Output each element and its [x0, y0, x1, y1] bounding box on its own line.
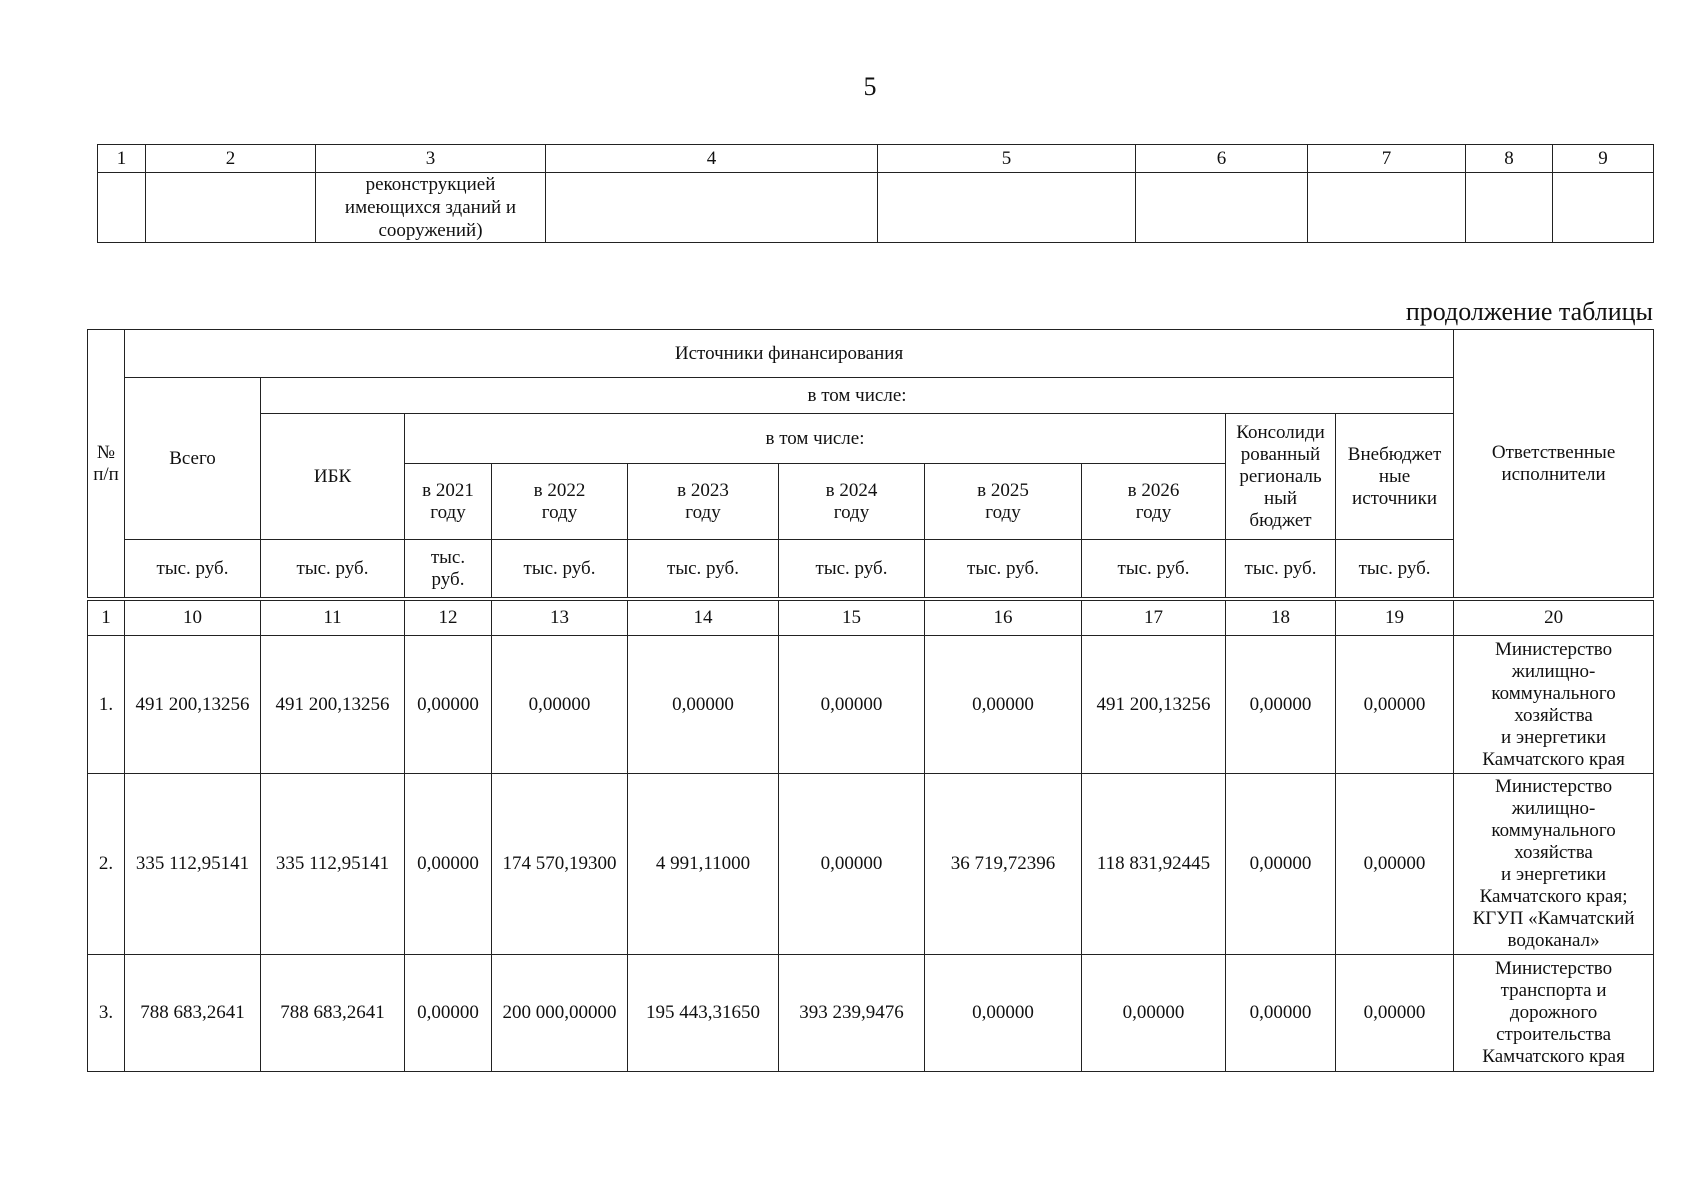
year-2025-header: в 2025 году [925, 464, 1082, 540]
value-cell: 0,00000 [1226, 636, 1336, 774]
value-cell: 36 719,72396 [925, 774, 1082, 955]
header-line: источники [1352, 487, 1437, 509]
row-number: 2. [88, 774, 125, 955]
executors-header [1454, 330, 1654, 598]
including-years-header: в том числе: [405, 414, 1226, 464]
header-line: Ответственные [1491, 441, 1616, 463]
column-number: 11 [261, 601, 405, 636]
page-number: 5 [863, 72, 877, 101]
value-cell: 0,00000 [1082, 955, 1226, 1072]
header-line: исполнители [1501, 463, 1606, 485]
unit-label: тыс. руб. [925, 540, 1082, 598]
value-cell: 788 683,2641 [261, 955, 405, 1072]
header-row [88, 378, 1654, 414]
value-cell: 0,00000 [1336, 636, 1454, 774]
header-line: ный [1263, 487, 1298, 509]
column-number: 1 [88, 601, 125, 636]
year-2021-header: в 2021 году [405, 464, 492, 540]
column-number: 20 [1454, 601, 1654, 636]
unit-label: тыс. руб. [405, 540, 492, 598]
unit-label: тыс. руб. [779, 540, 925, 598]
column-number: 6 [1136, 145, 1308, 173]
unit-label: тыс. руб. [261, 540, 405, 598]
column-number: 7 [1308, 145, 1466, 173]
column-number: 8 [1466, 145, 1553, 173]
text-line: сооружений) [378, 220, 483, 241]
extrabudget-header [1336, 414, 1454, 540]
header-line: ные [1378, 465, 1411, 487]
year-2024-header: в 2024 году [779, 464, 925, 540]
total-header: Всего [125, 378, 261, 540]
value-cell: 393 239,9476 [779, 955, 925, 1072]
table-row [88, 955, 1654, 1072]
text-line: имеющихся зданий и [344, 197, 517, 218]
value-cell: 0,00000 [779, 774, 925, 955]
executor-cell: Министерство жилищно- коммунального хозяйства и энергетики Камчатского края; КГУП «Камчатский водоканал» [1454, 774, 1654, 955]
value-cell: 174 570,19300 [492, 774, 628, 955]
financing-table [87, 329, 1654, 1072]
value-cell: 491 200,13256 [261, 636, 405, 774]
financing-sources-header: Источники финансирования [125, 330, 1454, 378]
unit-label: тыс. руб. [1082, 540, 1226, 598]
value-cell: 195 443,31650 [628, 955, 779, 1072]
column-number: 10 [125, 601, 261, 636]
value-cell: 0,00000 [1226, 774, 1336, 955]
year-2022-header: в 2022 году [492, 464, 628, 540]
column-number-row [88, 601, 1654, 636]
header-line: региональ [1239, 465, 1322, 487]
table-row [88, 636, 1654, 774]
value-cell: 0,00000 [1336, 955, 1454, 1072]
value-cell: 0,00000 [779, 636, 925, 774]
year-2026-header: в 2026 году [1082, 464, 1226, 540]
year-2023-header: в 2023 году [628, 464, 779, 540]
value-cell: 4 991,11000 [628, 774, 779, 955]
value-cell: 0,00000 [405, 955, 492, 1072]
unit-label: тыс. руб. [628, 540, 779, 598]
column-number: 18 [1226, 601, 1336, 636]
column-number: 9 [1553, 145, 1654, 173]
header-row [88, 414, 1654, 464]
executor-cell: Министерство жилищно- коммунального хозяйства и энергетики Камчатского края [1454, 636, 1654, 774]
header-line: бюджет [1249, 509, 1312, 531]
value-cell: 0,00000 [1226, 955, 1336, 1072]
including-header: в том числе: [261, 378, 1454, 414]
unit-label: тыс. руб. [1226, 540, 1336, 598]
column-number: 12 [405, 601, 492, 636]
value-cell: 0,00000 [925, 636, 1082, 774]
header-line: Консолиди [1236, 421, 1325, 443]
row-number: 1. [88, 636, 125, 774]
continued-text-cell [316, 173, 546, 243]
value-cell: 118 831,92445 [1082, 774, 1226, 955]
value-cell: 335 112,95141 [261, 774, 405, 955]
row-number-header [88, 330, 125, 598]
header-row [88, 330, 1654, 378]
column-number: 14 [628, 601, 779, 636]
continuation-label: продолжение таблицы [1405, 297, 1653, 326]
value-cell: 0,00000 [405, 774, 492, 955]
value-cell: 0,00000 [1336, 774, 1454, 955]
column-number-row [98, 145, 1654, 173]
header-line: № [96, 441, 116, 463]
value-cell: 0,00000 [492, 636, 628, 774]
value-cell: 491 200,13256 [1082, 636, 1226, 774]
value-cell: 200 000,00000 [492, 955, 628, 1072]
column-number: 1 [98, 145, 146, 173]
value-cell: 788 683,2641 [125, 955, 261, 1072]
row-number: 3. [88, 955, 125, 1072]
value-cell: 491 200,13256 [125, 636, 261, 774]
column-number: 16 [925, 601, 1082, 636]
header-line: рованный [1240, 443, 1321, 465]
table-row [88, 774, 1654, 955]
value-cell: 0,00000 [925, 955, 1082, 1072]
column-number: 2 [146, 145, 316, 173]
column-number: 17 [1082, 601, 1226, 636]
table-row [98, 173, 1654, 243]
ibk-header: ИБК [261, 414, 405, 540]
header-line: п/п [93, 463, 119, 485]
unit-label: тыс. руб. [1336, 540, 1454, 598]
column-number: 4 [546, 145, 878, 173]
value-cell: 335 112,95141 [125, 774, 261, 955]
text-line: реконструкцией [365, 174, 496, 195]
executor-cell: Министерство транспорта и дорожного строительства Камчатского края [1454, 955, 1654, 1072]
column-number: 15 [779, 601, 925, 636]
column-number: 5 [878, 145, 1136, 173]
value-cell: 0,00000 [628, 636, 779, 774]
consolidated-budget-header [1226, 414, 1336, 540]
unit-label: тыс. руб. [125, 540, 261, 598]
previous-table-fragment [97, 144, 1654, 243]
column-number: 13 [492, 601, 628, 636]
value-cell: 0,00000 [405, 636, 492, 774]
column-number: 3 [316, 145, 546, 173]
unit-row [88, 540, 1654, 598]
header-line: Внебюджет [1347, 443, 1442, 465]
column-number: 19 [1336, 601, 1454, 636]
unit-label: тыс. руб. [492, 540, 628, 598]
